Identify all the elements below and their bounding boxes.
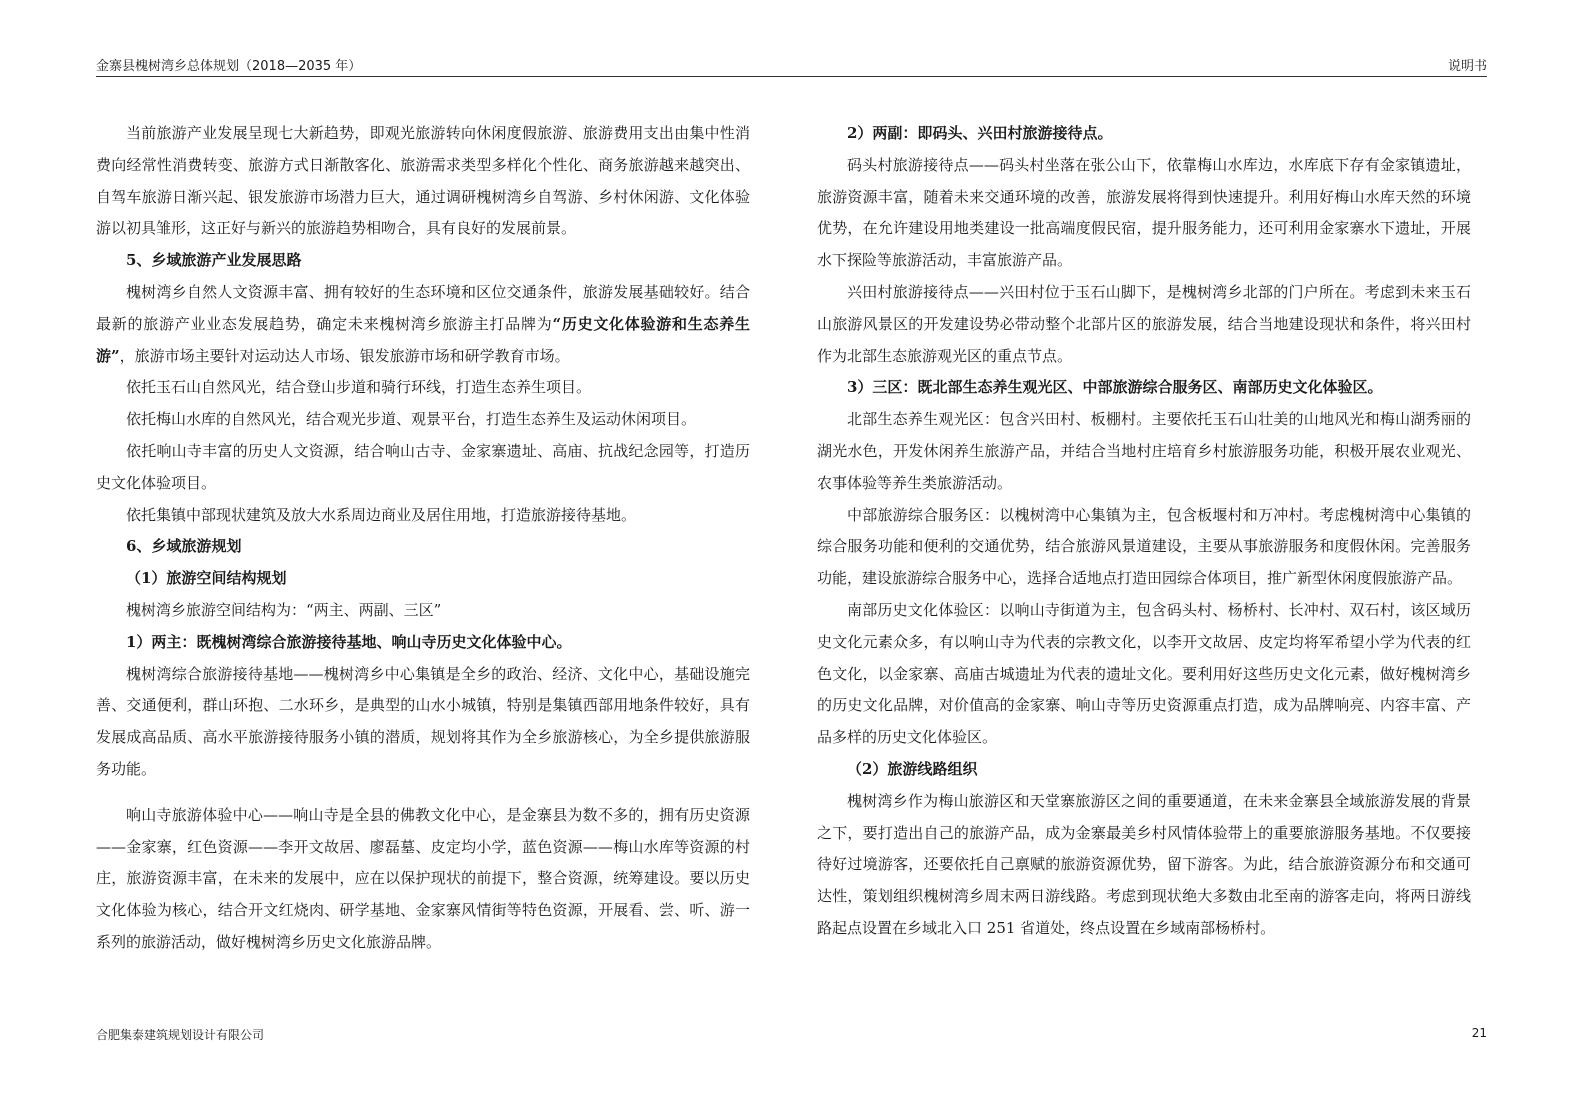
paragraph-north-zone: 北部生态养生观光区：包含兴田村、板棚村。主要依托玉石山壮美的山地风光和梅山湖秀丽的湖光水色，开发休闲养生旅游产品，并结合当地村庄培育乡村旅游服务功能，积极开展农业观光、农事体验等养生类旅游活动。 [817, 410, 1471, 492]
paragraph-huaishuwan-base: 槐树湾综合旅游接待基地——槐树湾乡中心集镇是全乡的政治、经济、文化中心，基础设施完善、交通便利，群山环抱、二水环乡，是典型的山水小城镇，特别是集镇西部用地条件较好，具有发展成高品质、高水平旅游接待服务小镇的潜质，规划将其作为全乡旅游核心，为全乡提供旅游服务功能。 [96, 664, 750, 778]
paragraph-tourism-trends: 当前旅游产业发展呈现七大新趋势，即观光旅游转向休闲度假旅游、旅游费用支出由集中性消费向经常性消费转变、旅游方式日渐散客化、旅游需求类型多样化个性化、商务旅游越来越突出、自驾车旅游日渐兴起、银发旅游市场潜力巨大，通过调研槐树湾乡自驾游、乡村休闲游、文化体验游以初具雏形，这正好与新兴的旅游趋势相吻合，具有良好的发展前景。 [96, 124, 750, 238]
right-column [817, 118, 1471, 945]
paragraph-xiangshan-center: 响山寺旅游体验中心——响山寺是全县的佛教文化中心，是金寨县为数不多的，拥有历史资源——金家寨，红色资源——李开文故居、廖磊墓、皮定均小学，蓝色资源——梅山水库等资源的村庄，旅游资源丰富，在未来的发展中，应在以保护现状的前提下，整合资源，统筹建设。要以历史文化体验为核心，结合开文红烧肉、研学基地、金家寨风情街等特色资源，开展看、尝、听、游一系列的旅游活动，做好槐树湾乡历史文化旅游品牌。 [96, 805, 750, 951]
section-heading-6: 6、乡域旅游规划 [126, 537, 242, 556]
paragraph-routes: 槐树湾乡作为梅山旅游区和天堂寨旅游区之间的重要通道，在未来金寨县全域旅游发展的背景之下，要打造出自己的旅游产品，成为金寨最美乡村风情体验带上的重要旅游服务基地。不仅要接待好过境游客，还要依托自己禀赋的旅游资源优势，留下游客。为此，结合旅游资源分布和交通可达性，策划组织槐树湾乡周末两日游线路。考虑到现状绝大多数由北至南的游客走向，将两日游线路起点设置在乡域北入口 251 省道处，终点设置在乡域南部杨桥村。 [817, 791, 1471, 937]
paragraph-central-zone: 中部旅游综合服务区：以槐树湾中心集镇为主，包含板堰村和万冲村。考虑槐树湾中心集镇的综合服务功能和便利的交通优势，结合旅游风景道建设，主要从事旅游服务和度假休闲。完善服务功能，建设旅游综合服务中心，选择合适地点打造田园综合体项目，推广新型休闲度假旅游产品。 [817, 505, 1471, 588]
paragraph-matou-village: 码头村旅游接待点——码头村坐落在张公山下，依靠梅山水库边，水库底下存有金家镇遗址，旅游资源丰富，随着未来交通环境的改善，旅游发展将得到快速提升。利用好梅山水库天然的环境优势，在允许建设用地类建设一批高端度假民宿，提升服务能力，还可利用金家寨水下遗址，开展水下探险等旅游活动，丰富旅游产品。 [817, 155, 1471, 270]
document-title: 金寨县槐树湾乡总体规划（2018—2035 年） [96, 59, 362, 74]
paragraph-xiangshan-temple: 依托响山寺丰富的历史人文资源，结合响山古寺、金家寨遗址、高庙、抗战纪念园等，打造历史文化体验项目。 [96, 441, 750, 492]
document-type-label: 说明书 [1447, 59, 1487, 74]
paragraph-xingtian-village: 兴田村旅游接待点——兴田村位于玉石山脚下，是槐树湾乡北部的门户所在。考虑到未来玉石山旅游风景区的开发建设势必带动整个北部片区的旅游发展，结合当地建设现状和条件，将兴田村作为北部生态旅游观光区的重点节点。 [817, 282, 1471, 365]
paragraph-brand [96, 277, 750, 372]
paragraph-spatial-structure: 槐树湾乡旅游空间结构为：“两主、两副、三区” [126, 600, 442, 619]
subsection-heading-routes: （2）旅游线路组织 [847, 759, 978, 778]
paragraph-south-zone: 南部历史文化体验区：以响山寺街道为主，包含码头村、杨桥村、长冲村、双石村，该区域历史文化元素众多，有以响山寺为代表的宗教文化，以李开文故居、皮定均将军希望小学为代表的红色文化，以金家寨、高庙古城遗址为代表的遗址文化。要利用好这些历史文化元素，做好槐树湾乡的历史文化品牌，对价值高的金家寨、响山寺等历史资源重点打造，成为品牌响亮、内容丰富、产品多样的历史文化体验区。 [817, 600, 1471, 747]
subsection-heading-spatial-structure: （1）旅游空间结构规划 [126, 569, 287, 588]
brand-text-lead: 槐树湾乡自然人文资源丰富、拥有较好的生态环境和区位交通条件，旅游发展基础较好。结合最新的旅游产业业态发展趋势，确定未来槐树湾乡旅游主打品牌为 [96, 282, 750, 333]
paragraph-meishan-reservoir: 依托梅山水库的自然风光，结合观光步道、观景平台，打造生态养生及运动休闲项目。 [126, 410, 697, 429]
left-column [96, 118, 750, 959]
page-header [96, 52, 1487, 77]
brand-text-emphasis: “历史文化体验游和生态养生游” [96, 314, 750, 365]
paragraph-reception-base: 依托集镇中部现状建筑及放大水系周边商业及居住用地，打造旅游接待基地。 [126, 505, 637, 524]
brand-text-tail: ，旅游市场主要针对运动达人市场、银发旅游市场和研学教育市场。 [119, 346, 570, 365]
paragraph-yushishan: 依托玉石山自然风光，结合登山步道和骑行环线，打造生态养生项目。 [126, 378, 592, 397]
section-heading-5: 5、乡域旅游产业发展思路 [126, 251, 302, 270]
item-heading-two-main: 1）两主：既槐树湾综合旅游接待基地、响山寺历史文化体验中心。 [126, 632, 572, 651]
company-name: 合肥集泰建筑规划设计有限公司 [96, 1028, 265, 1042]
item-heading-two-sub: 2）两副：即码头、兴田村旅游接待点。 [847, 124, 1113, 142]
page-number: 21 [1471, 1026, 1487, 1040]
item-heading-three-zones: 3）三区：既北部生态养生观光区、中部旅游综合服务区、南部历史文化体验区。 [847, 378, 1383, 397]
